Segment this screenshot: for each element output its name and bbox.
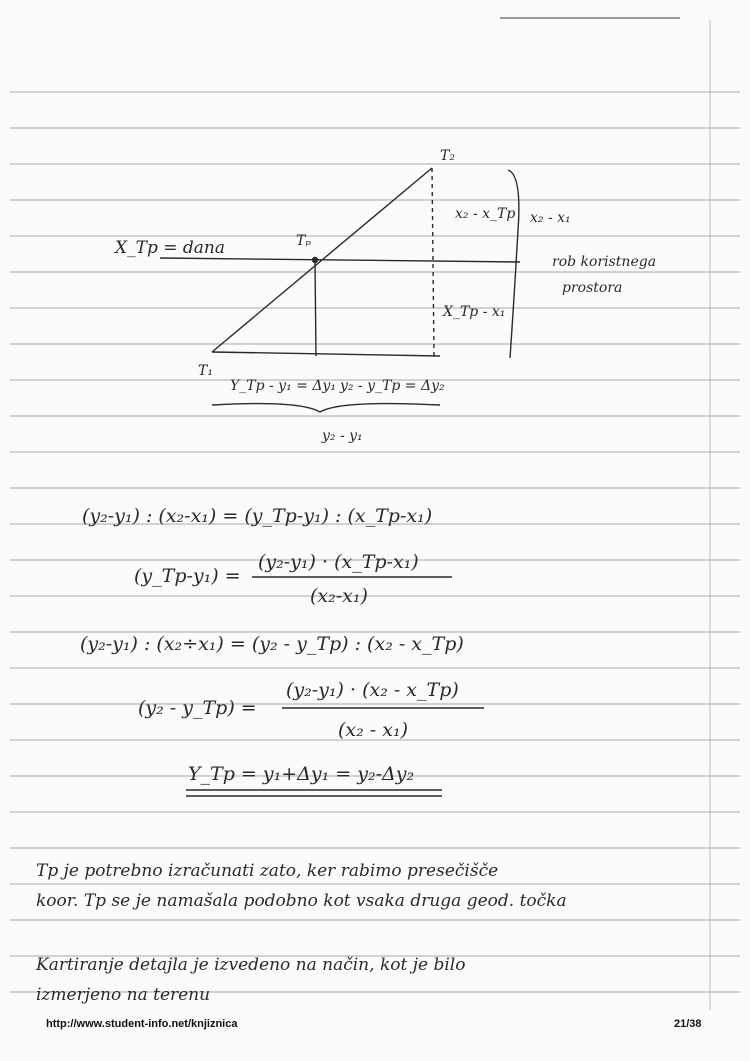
note-line-4: izmerjeno na terenu xyxy=(36,985,211,1005)
equation-2-lhs: (y_Tp-y₁) = xyxy=(134,565,241,587)
brace-y2-y1 xyxy=(212,404,440,412)
point-tp-marker xyxy=(313,258,318,263)
equation-2-numerator: (y₂-y₁) · (x_Tp-x₁) xyxy=(258,551,419,573)
point-t2-label: T₂ xyxy=(440,148,455,164)
ruled-lines xyxy=(10,92,740,992)
geometry-diagram xyxy=(160,168,520,412)
footer-url[interactable]: http://www.student-info.net/knjiznica xyxy=(46,1018,238,1030)
vertical-x2 xyxy=(432,168,434,356)
y2-minus-y1-label: y₂ - y₁ xyxy=(322,428,363,444)
note-line-2: koor. Tp se je namašala podobno kot vsaka druga geod. točka xyxy=(36,891,567,911)
xtp-dana-label: X_Tp = dana xyxy=(115,238,225,258)
rob-label-line2: prostora xyxy=(562,280,623,296)
dy1-label: Y_Tp - y₁ = Δy₁ xyxy=(230,378,336,394)
xtp-minus-x1-label: X_Tp - x₁ xyxy=(443,304,506,320)
point-tp-label: Tₚ xyxy=(296,233,311,249)
equation-4-lhs: (y₂ - y_Tp) = xyxy=(138,697,257,719)
equation-2-denominator: (x₂-x₁) xyxy=(310,585,368,607)
equation-1: (y₂-y₁) : (x₂-x₁) = (y_Tp-y₁) : (x_Tp-x₁) xyxy=(82,505,433,527)
equation-5-result: Y_Tp = y₁+Δy₁ = y₂-Δy₂ xyxy=(188,763,415,785)
footer-page-number: 21/38 xyxy=(674,1018,702,1030)
equation-4-denominator: (x₂ - x₁) xyxy=(338,719,408,741)
note-line-1: Tp je potrebno izračunati zato, ker rabimo presečišče xyxy=(36,861,499,881)
equation-3: (y₂-y₁) : (x₂÷x₁) = (y₂ - y_Tp) : (x₂ - x_Tp) xyxy=(80,633,464,655)
line-xtp xyxy=(160,258,520,262)
x2-minus-xtp-label: x₂ - x_Tp xyxy=(455,206,516,222)
note-line-3: Kartiranje detajla je izvedeno na način, kot je bilo xyxy=(36,955,466,975)
point-t1-label: T₁ xyxy=(198,363,213,379)
base-line xyxy=(212,352,440,356)
x2-minus-x1-label: x₂ - x₁ xyxy=(530,210,571,226)
dy2-label: y₂ - y_Tp = Δy₂ xyxy=(340,378,445,394)
brace-x2-x1 xyxy=(508,170,519,358)
rob-label-line1: rob koristnega xyxy=(552,254,657,270)
vertical-tp xyxy=(315,262,316,356)
equation-4-numerator: (y₂-y₁) · (x₂ - x_Tp) xyxy=(286,679,459,701)
